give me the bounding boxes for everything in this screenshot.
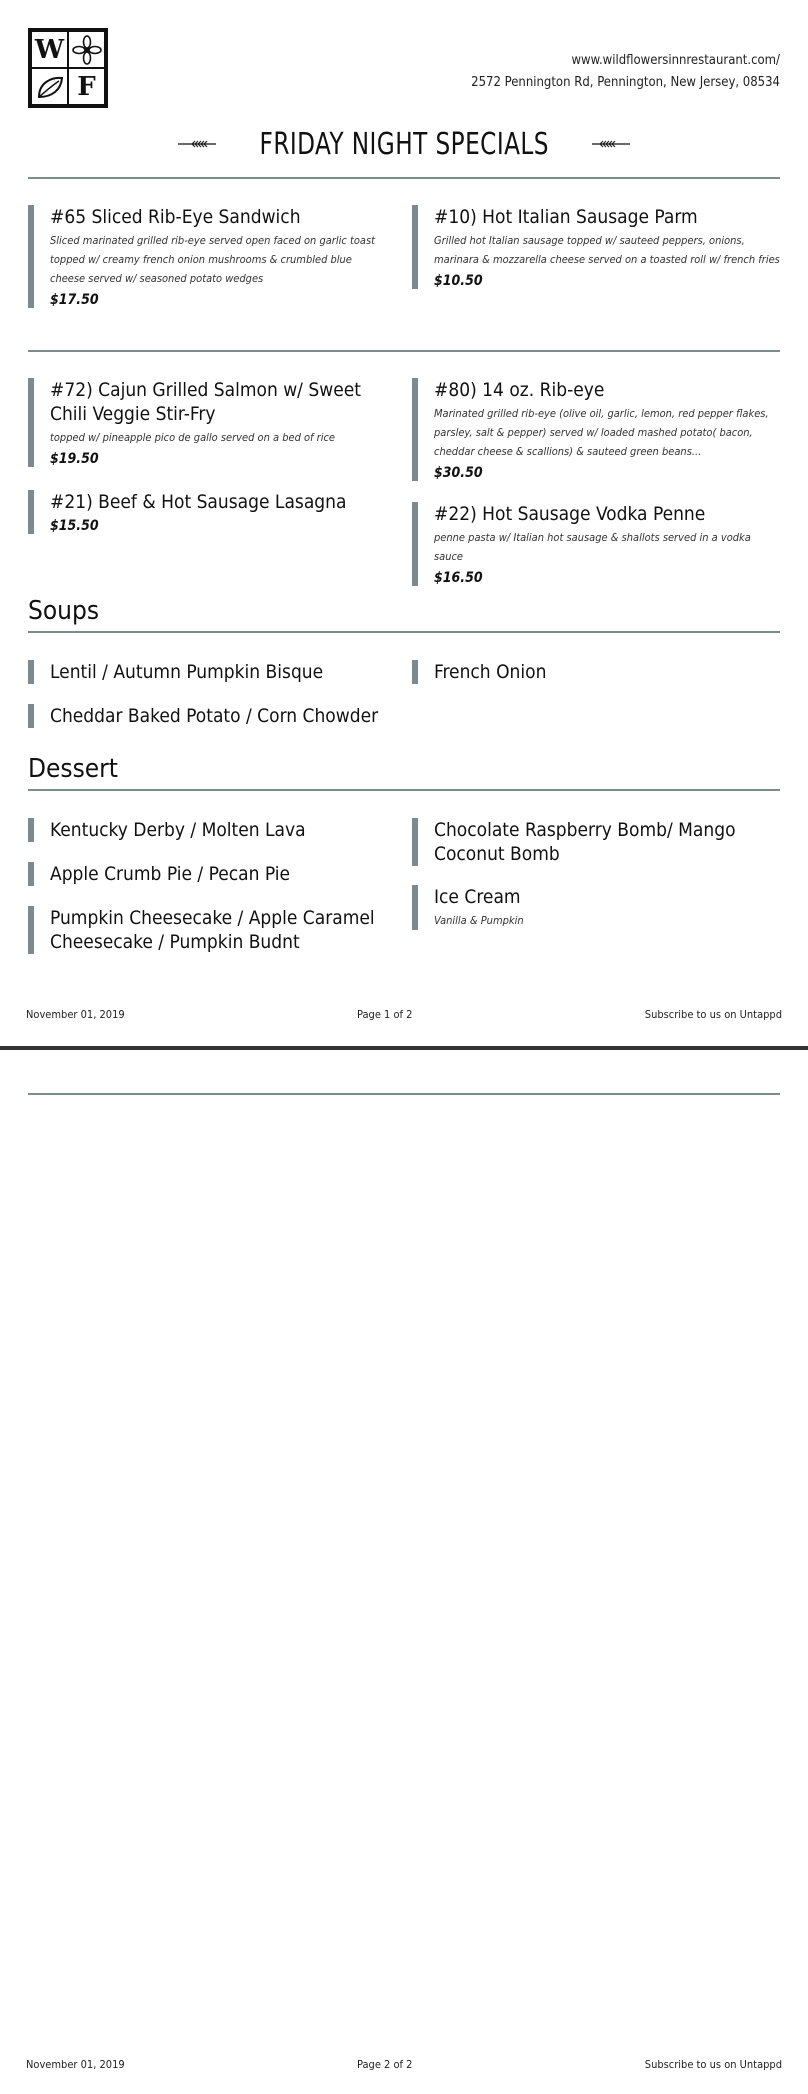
title-row: [0, 124, 808, 164]
special-item: [412, 378, 780, 481]
section-title-soups: Soups: [28, 596, 100, 626]
special-item: [28, 205, 390, 308]
item-name: #21) Beef & Hot Sausage Lasagna: [50, 491, 347, 513]
item-name: #65 Sliced Rib-Eye Sandwich: [50, 206, 301, 228]
divider: [28, 1093, 780, 1095]
website-link[interactable]: www.wildflowersinnrestaurant.com/: [571, 53, 780, 68]
footer-page-number: Page 1 of 2: [357, 1008, 413, 1021]
dessert-item: [28, 906, 390, 954]
soup-item: [28, 704, 390, 728]
item-name: #72) Cajun Grilled Salmon w/ Sweet Chili Veggie Stir-Fry: [50, 379, 361, 425]
item-description: topped w/ pineapple pico de gallo served on a bed of rice: [50, 431, 336, 444]
footer-date: November 01, 2019: [26, 1008, 125, 1021]
item-name: Cheddar Baked Potato / Corn Chowder: [50, 705, 379, 727]
page-footer: [26, 2058, 782, 2071]
item-price: $16.50: [434, 570, 483, 586]
wheat-right-icon: [592, 139, 630, 149]
dessert-item: [28, 818, 390, 842]
item-price: $10.50: [434, 273, 483, 289]
special-item: [28, 490, 390, 534]
page-title: FRIDAY NIGHT SPECIALS: [259, 126, 549, 162]
restaurant-logo: [28, 28, 108, 108]
item-name: Lentil / Autumn Pumpkin Bisque: [50, 661, 324, 683]
footer-page-number: Page 2 of 2: [357, 2058, 413, 2071]
item-price: $19.50: [50, 451, 99, 467]
special-item: [412, 502, 780, 586]
item-name: Apple Crumb Pie / Pecan Pie: [50, 863, 291, 885]
page-footer: [26, 1008, 782, 1021]
divider: [28, 350, 780, 352]
item-name: French Onion: [434, 661, 547, 683]
item-description: penne pasta w/ Italian hot sausage & shallots served in a vodka sauce: [434, 531, 751, 563]
item-name: Pumpkin Cheesecake / Apple Caramel Cheesecake / Pumpkin Budnt: [50, 907, 375, 953]
footer-date: November 01, 2019: [26, 2058, 125, 2071]
soup-item: [412, 660, 780, 684]
item-name: Kentucky Derby / Molten Lava: [50, 819, 306, 841]
special-item: [28, 378, 390, 467]
footer-subscribe-link[interactable]: Subscribe to us on Untappd: [644, 2058, 782, 2071]
header-contact: [471, 50, 780, 94]
special-item: [412, 205, 780, 289]
logo-letter-w: W: [31, 31, 68, 68]
soup-item: [28, 660, 390, 684]
dessert-item: [28, 862, 390, 886]
divider: [28, 631, 780, 633]
dessert-item: [412, 818, 780, 866]
wheat-left-icon: [178, 139, 216, 149]
item-name: Ice Cream: [434, 886, 521, 908]
item-name: #22) Hot Sausage Vodka Penne: [434, 503, 706, 525]
item-price: $17.50: [50, 292, 99, 308]
item-name: #80) 14 oz. Rib-eye: [434, 379, 605, 401]
item-name: #10) Hot Italian Sausage Parm: [434, 206, 698, 228]
item-price: $30.50: [434, 465, 483, 481]
item-description: Marinated grilled rib-eye (olive oil, garlic, lemon, red pepper flakes, parsley, salt & pepper) served w/ loaded mashed potato( bacon, cheddar cheese & scallions) & sauteed green beans...: [434, 407, 769, 458]
page-break: [0, 1046, 808, 1050]
flower-icon: [68, 31, 105, 68]
logo-letter-f: F: [68, 68, 105, 105]
footer-subscribe-link[interactable]: Subscribe to us on Untappd: [644, 1008, 782, 1021]
menu-page-1: [0, 0, 808, 1046]
divider: [28, 789, 780, 791]
item-description: Vanilla & Pumpkin: [434, 914, 524, 927]
address-text: 2572 Pennington Rd, Pennington, New Jersey, 08534: [471, 75, 780, 90]
item-price: $15.50: [50, 518, 99, 534]
item-name: Chocolate Raspberry Bomb/ Mango Coconut Bomb: [434, 819, 736, 865]
divider: [28, 177, 780, 179]
dessert-item: [412, 885, 780, 930]
leaf-icon: [31, 68, 68, 105]
section-title-dessert: Dessert: [28, 754, 118, 784]
item-description: Grilled hot Italian sausage topped w/ sauteed peppers, onions, marinara & mozzarella cheese served on a toasted roll w/ french fries: [434, 234, 780, 266]
item-description: Sliced marinated grilled rib-eye served open faced on garlic toast topped w/ creamy french onion mushrooms & crumbled blue cheese served w/ seasoned potato wedges: [50, 234, 375, 285]
